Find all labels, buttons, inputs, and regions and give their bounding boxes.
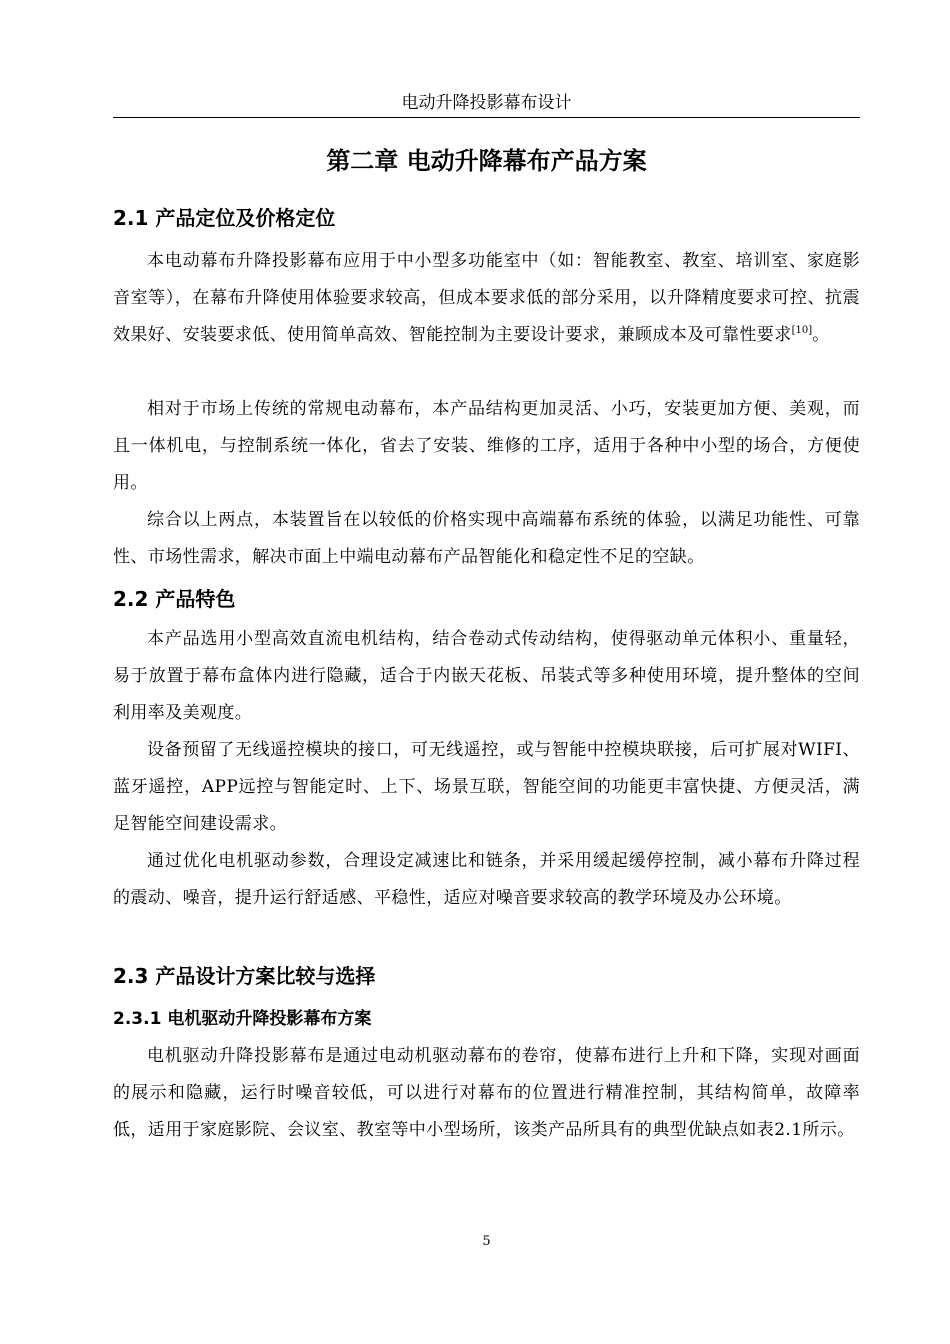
section-heading-2-2: 2.2 产品特色	[113, 587, 236, 611]
section-heading-2-3: 2.3 产品设计方案比较与选择	[113, 964, 376, 988]
paragraph-2-2-1: 本产品选用小型高效直流电机结构，结合卷动式传动结构，使得驱动单元体积小、重量轻，易于放置于幕布盒体内进行隐藏，适合于内嵌天花板、吊装式等多种使用环境，提升整体的空间利用率及美观度。	[113, 629, 860, 723]
paragraph-2-1-1-end: 。	[812, 325, 830, 345]
subsection-heading-2-3-1: 2.3.1 电机驱动升降投影幕布方案	[113, 1009, 372, 1029]
section-heading-2-1: 2.1 产品定位及价格定位	[113, 206, 336, 230]
paragraph-2-1-1	[113, 243, 860, 354]
paragraph-2-1-3: 综合以上两点，本装置旨在以较低的价格实现中高端幕布系统的体验，以满足功能性、可靠性、市场性需求，解决市面上中端电动幕布产品智能化和稳定性不足的空缺。	[113, 510, 860, 567]
header-rule	[113, 117, 860, 118]
paragraph-2-1-1-text: 本电动幕布升降投影幕布应用于中小型多功能室中（如：智能教室、教室、培训室、家庭影音室等），在幕布升降使用体验要求较高，但成本要求低的部分采用，以升降精度要求可控、抗震效果好、安装要求低、使用简单高效、智能控制为主要设计要求，兼顾成本及可靠性要求	[113, 251, 860, 345]
citation-ref: [10]	[791, 325, 813, 336]
paragraph-2-2-3: 通过优化电机驱动参数，合理设定减速比和链条，并采用缓起缓停控制，减小幕布升降过程的震动、噪音，提升运行舒适感、平稳性，适应对噪音要求较高的教学环境及办公环境。	[113, 851, 860, 908]
paragraph-2-1-2: 相对于市场上传统的常规电动幕布，本产品结构更加灵活、小巧，安装更加方便、美观，而且一体机电，与控制系统一体化，省去了安装、维修的工序，适用于各种中小型的场合，方便使用。	[113, 399, 860, 493]
running-header: 电动升降投影幕布设计	[401, 93, 572, 113]
page-number: 5	[482, 1234, 491, 1249]
chapter-title: 第二章 电动升降幕布产品方案	[326, 147, 647, 175]
paragraph-2-3-1-1: 电机驱动升降投影幕布是通过电动机驱动幕布的卷帘，使幕布进行上升和下降，实现对画面的展示和隐藏，运行时噪音较低，可以进行对幕布的位置进行精准控制，其结构简单，故障率低，适用于家庭影院、会议室、教室等中小型场所，该类产品所具有的典型优缺点如表2.1所示。	[113, 1046, 860, 1140]
paragraph-2-2-2: 设备预留了无线遥控模块的接口，可无线遥控，或与智能中控模块联接，后可扩展对WIFI、蓝牙遥控，APP远控与智能定时、上下、场景互联，智能空间的功能更丰富快捷、方便灵活，满足智能空间建设需求。	[113, 740, 860, 834]
